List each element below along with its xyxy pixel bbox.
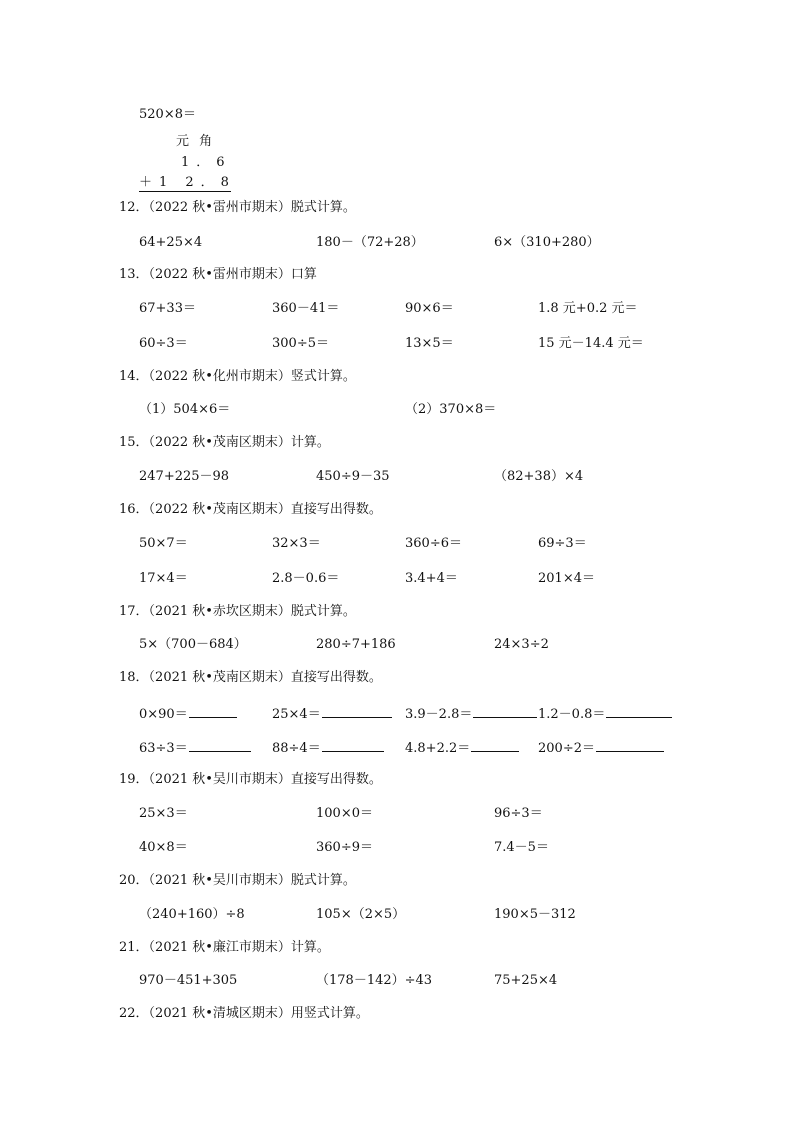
answer-blank[interactable] (189, 739, 251, 752)
q12-item-3: 6×（310+280） (494, 235, 600, 250)
q13-item-4: 1.8 元+0.2 元＝ (538, 301, 638, 316)
q12-item-1: 64+25×4 (139, 235, 203, 250)
question-13-title: 13．（2022 秋•雷州市期末）口算 (119, 267, 317, 282)
q16-item-4: 69÷3＝ (538, 536, 587, 551)
expression-520x8: 520×8＝ (139, 107, 196, 122)
q18-item-4-text: 1.2－0.8＝ (538, 707, 606, 722)
q15-item-2: 450÷9－35 (316, 469, 390, 484)
vertical-header-yuan-jiao: 元 角 (176, 134, 216, 149)
q18-item-5-text: 63÷3＝ (139, 741, 188, 756)
q16-item-2: 32×3＝ (272, 536, 321, 551)
q17-item-3: 24×3÷2 (494, 637, 549, 652)
q18-item-1 (139, 705, 237, 723)
q16-item-8: 201×4＝ (538, 571, 595, 586)
question-14-title: 14．（2022 秋•化州市期末）竖式计算。 (119, 369, 356, 384)
q18-item-5 (139, 739, 251, 757)
q18-item-7-text: 4.8+2.2＝ (405, 741, 471, 756)
answer-blank[interactable] (322, 739, 384, 752)
question-16-title: 16．（2022 秋•茂南区期末）直接写出得数。 (119, 502, 382, 517)
answer-blank[interactable] (596, 739, 664, 752)
q19-item-3: 96÷3＝ (494, 806, 543, 821)
q16-item-1: 50×7＝ (139, 536, 188, 551)
q16-item-6: 2.8－0.6＝ (272, 571, 340, 586)
question-18-title: 18．（2021 秋•茂南区期末）直接写出得数。 (119, 670, 382, 685)
q19-item-6: 7.4－5＝ (494, 840, 549, 855)
q17-item-2: 280÷7+186 (316, 637, 396, 652)
answer-blank[interactable] (322, 705, 392, 718)
q18-item-4 (538, 705, 672, 723)
q13-item-8: 15 元－14.4 元＝ (538, 336, 644, 351)
q13-item-1: 67+33＝ (139, 301, 196, 316)
q21-item-2: （178－142）÷43 (316, 973, 433, 988)
q13-item-2: 360－41＝ (272, 301, 340, 316)
q15-item-3: （82+38）×4 (494, 469, 584, 484)
q14-item-2: （2）370×8＝ (405, 402, 497, 417)
q15-item-1: 247+225－98 (139, 469, 230, 484)
answer-blank[interactable] (606, 705, 672, 718)
q19-item-1: 25×3＝ (139, 806, 188, 821)
q18-item-2 (272, 705, 392, 723)
q16-item-5: 17×4＝ (139, 571, 188, 586)
question-15-title: 15．（2022 秋•茂南区期末）计算。 (119, 435, 330, 450)
q17-item-1: 5×（700－684） (139, 637, 247, 652)
q16-item-7: 3.4+4＝ (405, 571, 458, 586)
question-21-title: 21．（2021 秋•廉江市期末）计算。 (119, 940, 330, 955)
q18-item-7 (405, 739, 519, 757)
q16-item-3: 360÷6＝ (405, 536, 462, 551)
q18-item-1-text: 0×90＝ (139, 707, 188, 722)
q18-item-3-text: 3.9－2.8＝ (405, 707, 473, 722)
answer-blank[interactable] (189, 705, 237, 718)
q13-item-3: 90×6＝ (405, 301, 454, 316)
question-12-title: 12．（2022 秋•雷州市期末）脱式计算。 (119, 200, 356, 215)
q13-item-5: 60÷3＝ (139, 336, 188, 351)
q19-item-4: 40×8＝ (139, 840, 188, 855)
q13-item-7: 13×5＝ (405, 336, 454, 351)
q20-item-1: （240+160）÷8 (139, 907, 245, 922)
q18-item-8 (538, 739, 664, 757)
q13-item-6: 300÷5＝ (272, 336, 329, 351)
question-17-title: 17．（2021 秋•赤坎区期末）脱式计算。 (119, 604, 356, 619)
question-19-title: 19．（2021 秋•吴川市期末）直接写出得数。 (119, 772, 382, 787)
q21-item-1: 970－451+305 (139, 973, 238, 988)
q19-item-2: 100×0＝ (316, 806, 373, 821)
question-22-title: 22．（2021 秋•清城区期末）用竖式计算。 (119, 1006, 369, 1021)
q18-item-6 (272, 739, 384, 757)
q18-item-2-text: 25×4＝ (272, 707, 321, 722)
q18-item-6-text: 88÷4＝ (272, 741, 321, 756)
q18-item-3 (405, 705, 537, 723)
q20-item-2: 105×（2×5） (316, 907, 406, 922)
question-20-title: 20．（2021 秋•吴川市期末）脱式计算。 (119, 873, 356, 888)
vertical-addend-1: 1．6 (181, 155, 232, 170)
q18-item-8-text: 200÷2＝ (538, 741, 595, 756)
vertical-addend-2: ＋1 2．8 (139, 175, 236, 190)
q14-item-1: （1）504×6＝ (139, 402, 231, 417)
q19-item-5: 360÷9＝ (316, 840, 373, 855)
q20-item-3: 190×5－312 (494, 907, 576, 922)
q12-item-2: 180－（72+28） (316, 235, 424, 250)
answer-blank[interactable] (473, 705, 537, 718)
answer-blank[interactable] (471, 739, 519, 752)
q21-item-3: 75+25×4 (494, 973, 558, 988)
